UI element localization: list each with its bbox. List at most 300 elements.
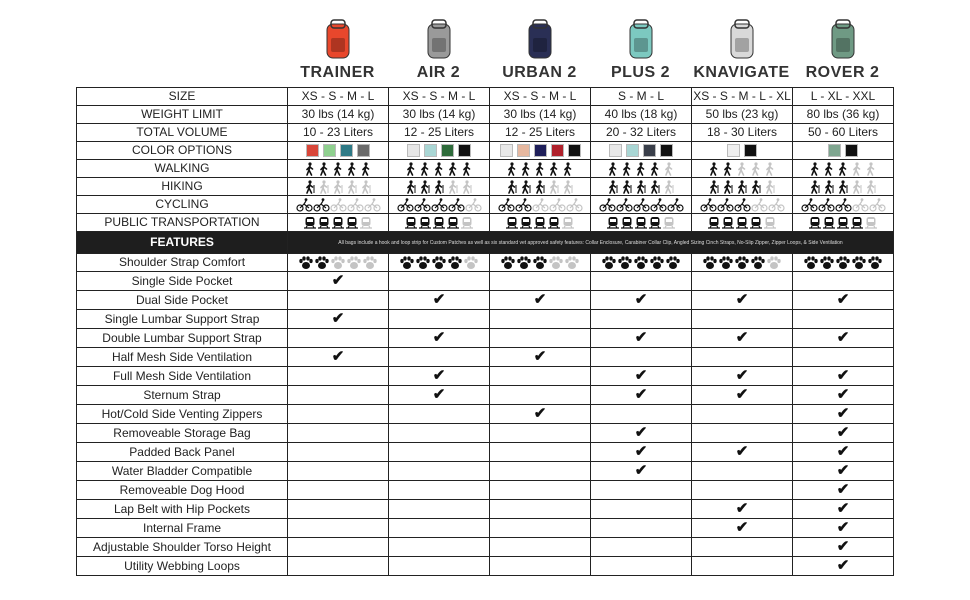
rating-cell	[288, 178, 389, 196]
rating-cell	[389, 214, 490, 232]
backpack-icon	[626, 18, 656, 62]
check-cell	[591, 405, 692, 424]
check-cell	[288, 424, 389, 443]
rating-cell	[389, 254, 490, 272]
paw-icon	[516, 256, 532, 270]
color-swatch	[500, 144, 513, 157]
check-icon: ✔	[634, 462, 648, 479]
paw-icon	[548, 256, 564, 270]
hiker-icon	[850, 180, 864, 194]
walker-icon	[808, 162, 822, 176]
paw-icon	[314, 256, 330, 270]
walker-icon	[547, 162, 561, 176]
walker-icon	[850, 162, 864, 176]
paw-icon	[601, 256, 617, 270]
check-icon: ✔	[634, 367, 648, 384]
check-cell	[490, 310, 591, 329]
row-label: Lap Belt with Hip Pockets	[77, 500, 288, 519]
check-cell	[490, 386, 591, 405]
check-cell	[389, 538, 490, 557]
paw-icon	[633, 256, 649, 270]
hiker-icon	[533, 180, 547, 194]
check-icon: ✔	[735, 443, 749, 460]
color-swatches	[793, 142, 894, 160]
check-cell	[288, 519, 389, 538]
check-icon: ✔	[836, 367, 850, 384]
cyclist-icon	[869, 198, 886, 212]
color-swatch	[323, 144, 336, 157]
check-cell	[490, 405, 591, 424]
spec-value: 80 lbs (36 kg)	[793, 106, 894, 124]
check-cell	[288, 557, 389, 576]
product-name: AIR 2	[416, 64, 461, 81]
train-icon	[648, 216, 662, 230]
check-cell	[389, 500, 490, 519]
check-icon: ✔	[331, 348, 345, 365]
check-icon: ✔	[836, 405, 850, 422]
comfort-row	[77, 254, 894, 272]
check-cell	[692, 310, 793, 329]
train-icon	[505, 216, 519, 230]
check-cell	[692, 500, 793, 519]
hiker-icon	[460, 180, 474, 194]
row-label: Half Mesh Side Ventilation	[77, 348, 288, 367]
check-cell	[288, 348, 389, 367]
check-cell	[692, 329, 793, 348]
train-icon	[460, 216, 474, 230]
feature-row	[77, 538, 894, 557]
cyclist-icon	[532, 198, 549, 212]
walker-icon	[735, 162, 749, 176]
check-cell	[591, 557, 692, 576]
walker-icon	[418, 162, 432, 176]
train-icon	[808, 216, 822, 230]
cyclist-icon	[667, 198, 684, 212]
spec-value: 30 lbs (14 kg)	[490, 106, 591, 124]
check-cell	[692, 272, 793, 291]
row-label: Sternum Strap	[77, 386, 288, 405]
row-label: WALKING	[77, 160, 288, 178]
check-cell	[490, 443, 591, 462]
color-swatch	[643, 144, 656, 157]
check-cell	[389, 405, 490, 424]
hiker-icon	[446, 180, 460, 194]
walker-icon	[864, 162, 878, 176]
paw-icon	[617, 256, 633, 270]
cyclist-icon	[599, 198, 616, 212]
hiker-icon	[432, 180, 446, 194]
rating-cell	[692, 254, 793, 272]
check-cell	[389, 367, 490, 386]
activity-row	[77, 214, 894, 232]
cyclist-icon	[818, 198, 835, 212]
check-icon: ✔	[735, 519, 749, 536]
cyclist-icon	[751, 198, 768, 212]
check-cell	[389, 291, 490, 310]
color-swatch	[441, 144, 454, 157]
cyclist-icon	[414, 198, 431, 212]
row-label: SIZE	[77, 88, 288, 106]
hiker-icon	[606, 180, 620, 194]
check-cell	[490, 348, 591, 367]
row-label: Single Lumbar Support Strap	[77, 310, 288, 329]
check-cell	[793, 424, 894, 443]
check-cell	[692, 424, 793, 443]
check-cell	[288, 500, 389, 519]
rating-cell	[793, 160, 894, 178]
color-options-row	[77, 142, 894, 160]
check-icon: ✔	[836, 500, 850, 517]
feature-row	[77, 500, 894, 519]
rating-cell	[793, 178, 894, 196]
walker-icon	[303, 162, 317, 176]
paw-icon	[819, 256, 835, 270]
check-icon: ✔	[331, 310, 345, 327]
row-label: WEIGHT LIMIT	[77, 106, 288, 124]
check-cell	[490, 481, 591, 500]
hiker-icon	[303, 180, 317, 194]
walker-icon	[763, 162, 777, 176]
check-cell	[793, 329, 894, 348]
train-icon	[850, 216, 864, 230]
train-icon	[432, 216, 446, 230]
walker-icon	[317, 162, 331, 176]
paw-icon	[298, 256, 314, 270]
row-label: Removeable Dog Hood	[77, 481, 288, 500]
train-icon	[345, 216, 359, 230]
check-cell	[793, 367, 894, 386]
check-icon: ✔	[634, 291, 648, 308]
spec-value: L - XL - XXL	[793, 88, 894, 106]
walker-icon	[634, 162, 648, 176]
check-cell	[490, 538, 591, 557]
check-icon: ✔	[432, 386, 446, 403]
check-cell	[591, 500, 692, 519]
cyclist-icon	[801, 198, 818, 212]
feature-row	[77, 367, 894, 386]
spec-value: 50 lbs (23 kg)	[692, 106, 793, 124]
check-cell	[591, 424, 692, 443]
paw-icon	[766, 256, 782, 270]
rating-cell	[591, 214, 692, 232]
rating-cell	[490, 254, 591, 272]
train-icon	[418, 216, 432, 230]
paw-icon	[734, 256, 750, 270]
walker-icon	[446, 162, 460, 176]
rating-cell	[692, 160, 793, 178]
check-cell	[793, 462, 894, 481]
train-icon	[707, 216, 721, 230]
spec-value: XS - S - M - L	[288, 88, 389, 106]
color-swatch	[828, 144, 841, 157]
check-cell	[591, 367, 692, 386]
color-swatch	[551, 144, 564, 157]
check-icon: ✔	[735, 329, 749, 346]
rating-cell	[490, 196, 591, 214]
row-label: Water Bladder Compatible	[77, 462, 288, 481]
row-label: Utility Webbing Loops	[77, 557, 288, 576]
paw-icon	[330, 256, 346, 270]
hiker-icon	[620, 180, 634, 194]
check-cell	[288, 462, 389, 481]
hiker-icon	[345, 180, 359, 194]
check-cell	[793, 557, 894, 576]
hiker-icon	[418, 180, 432, 194]
cyclist-icon	[431, 198, 448, 212]
cyclist-icon	[515, 198, 532, 212]
walker-icon	[707, 162, 721, 176]
check-icon: ✔	[836, 424, 850, 441]
hiker-icon	[561, 180, 575, 194]
check-cell	[793, 538, 894, 557]
rating-cell	[591, 178, 692, 196]
rating-cell	[288, 254, 389, 272]
hiker-icon	[721, 180, 735, 194]
walker-icon	[331, 162, 345, 176]
walker-icon	[648, 162, 662, 176]
backpack-icon	[323, 18, 353, 62]
paw-icon	[431, 256, 447, 270]
cyclist-icon	[700, 198, 717, 212]
check-cell	[793, 310, 894, 329]
check-cell	[591, 481, 692, 500]
feature-row	[77, 329, 894, 348]
spec-value: 18 - 30 Liters	[692, 124, 793, 142]
check-cell	[793, 500, 894, 519]
walker-icon	[533, 162, 547, 176]
activity-row	[77, 196, 894, 214]
check-icon: ✔	[735, 386, 749, 403]
rating-cell	[490, 178, 591, 196]
check-icon: ✔	[634, 329, 648, 346]
cyclist-icon	[734, 198, 751, 212]
color-swatch	[660, 144, 673, 157]
check-cell	[793, 386, 894, 405]
backpack-icon	[525, 18, 555, 62]
check-cell	[692, 557, 793, 576]
cyclist-icon	[465, 198, 482, 212]
check-cell	[389, 519, 490, 538]
walker-icon	[836, 162, 850, 176]
check-cell	[692, 481, 793, 500]
color-swatch	[568, 144, 581, 157]
check-icon: ✔	[432, 367, 446, 384]
rating-cell	[591, 254, 692, 272]
check-cell	[389, 462, 490, 481]
walker-icon	[606, 162, 620, 176]
product-name: TRAINER	[300, 64, 375, 81]
paw-icon	[649, 256, 665, 270]
rating-cell	[692, 214, 793, 232]
spec-value: 30 lbs (14 kg)	[389, 106, 490, 124]
train-icon	[606, 216, 620, 230]
check-cell	[490, 519, 591, 538]
hiker-icon	[735, 180, 749, 194]
backpack-icon	[727, 18, 757, 62]
cyclist-icon	[397, 198, 414, 212]
paw-icon	[463, 256, 479, 270]
color-swatch	[340, 144, 353, 157]
rating-cell	[490, 214, 591, 232]
check-cell	[591, 348, 692, 367]
cyclist-icon	[296, 198, 313, 212]
check-cell	[692, 405, 793, 424]
walker-icon	[662, 162, 676, 176]
check-icon: ✔	[836, 481, 850, 498]
train-icon	[822, 216, 836, 230]
cyclist-icon	[347, 198, 364, 212]
spec-value: XS - S - M - L - XL	[692, 88, 793, 106]
check-cell	[288, 329, 389, 348]
check-cell	[692, 538, 793, 557]
spec-row	[77, 106, 894, 124]
spec-value: 50 - 60 Liters	[793, 124, 894, 142]
check-cell	[288, 405, 389, 424]
product-header	[691, 10, 792, 88]
feature-row	[77, 424, 894, 443]
cyclist-icon	[549, 198, 566, 212]
check-icon: ✔	[836, 538, 850, 555]
paw-icon	[702, 256, 718, 270]
check-icon: ✔	[735, 291, 749, 308]
cyclist-icon	[330, 198, 347, 212]
cyclist-icon	[852, 198, 869, 212]
train-icon	[749, 216, 763, 230]
train-icon	[331, 216, 345, 230]
check-cell	[793, 443, 894, 462]
check-icon: ✔	[634, 386, 648, 403]
row-label: Internal Frame	[77, 519, 288, 538]
row-label: CYCLING	[77, 196, 288, 214]
row-label: Adjustable Shoulder Torso Height	[77, 538, 288, 557]
hiker-icon	[763, 180, 777, 194]
spec-value: 12 - 25 Liters	[490, 124, 591, 142]
check-cell	[490, 367, 591, 386]
paw-icon	[362, 256, 378, 270]
product-header	[792, 10, 893, 88]
spec-value: XS - S - M - L	[490, 88, 591, 106]
product-name: KNAVIGATE	[693, 64, 790, 81]
check-cell	[389, 272, 490, 291]
check-cell	[692, 291, 793, 310]
check-cell	[389, 557, 490, 576]
train-icon	[303, 216, 317, 230]
hiker-icon	[547, 180, 561, 194]
hiker-icon	[707, 180, 721, 194]
row-label: Removeable Storage Bag	[77, 424, 288, 443]
color-swatch	[626, 144, 639, 157]
check-icon: ✔	[836, 462, 850, 479]
spec-value: 10 - 23 Liters	[288, 124, 389, 142]
walker-icon	[822, 162, 836, 176]
train-icon	[359, 216, 373, 230]
train-icon	[519, 216, 533, 230]
color-swatch	[424, 144, 437, 157]
feature-row	[77, 386, 894, 405]
hiker-icon	[331, 180, 345, 194]
walker-icon	[345, 162, 359, 176]
check-cell	[793, 481, 894, 500]
activity-row	[77, 160, 894, 178]
check-cell	[591, 329, 692, 348]
walker-icon	[519, 162, 533, 176]
train-icon	[763, 216, 777, 230]
check-icon: ✔	[836, 443, 850, 460]
check-icon: ✔	[331, 272, 345, 289]
product-name: ROVER 2	[805, 64, 880, 81]
color-swatch	[534, 144, 547, 157]
paw-icon	[835, 256, 851, 270]
check-cell	[288, 538, 389, 557]
check-cell	[490, 424, 591, 443]
row-label: COLOR OPTIONS	[77, 142, 288, 160]
train-icon	[404, 216, 418, 230]
check-cell	[793, 291, 894, 310]
check-cell	[692, 348, 793, 367]
train-icon	[446, 216, 460, 230]
check-cell	[490, 462, 591, 481]
row-label: TOTAL VOLUME	[77, 124, 288, 142]
check-cell	[692, 367, 793, 386]
train-icon	[721, 216, 735, 230]
train-icon	[662, 216, 676, 230]
cyclist-icon	[498, 198, 515, 212]
cyclist-icon	[313, 198, 330, 212]
color-swatch	[845, 144, 858, 157]
hiker-icon	[505, 180, 519, 194]
check-cell	[591, 272, 692, 291]
paw-icon	[532, 256, 548, 270]
backpack-icon	[424, 18, 454, 62]
spec-value: XS - S - M - L	[389, 88, 490, 106]
feature-row	[77, 481, 894, 500]
train-icon	[533, 216, 547, 230]
check-cell	[793, 519, 894, 538]
spec-value: 20 - 32 Liters	[591, 124, 692, 142]
cyclist-icon	[633, 198, 650, 212]
walker-icon	[620, 162, 634, 176]
product-header-row	[287, 10, 893, 88]
train-icon	[561, 216, 575, 230]
color-swatches	[591, 142, 692, 160]
rating-cell	[793, 214, 894, 232]
features-header-row	[77, 232, 894, 254]
feature-row	[77, 310, 894, 329]
check-cell	[389, 386, 490, 405]
check-cell	[389, 481, 490, 500]
paw-icon	[399, 256, 415, 270]
check-cell	[490, 329, 591, 348]
check-cell	[490, 291, 591, 310]
spec-row	[77, 124, 894, 142]
train-icon	[864, 216, 878, 230]
cyclist-icon	[650, 198, 667, 212]
row-label: HIKING	[77, 178, 288, 196]
color-swatches	[490, 142, 591, 160]
cyclist-icon	[835, 198, 852, 212]
paw-icon	[750, 256, 766, 270]
row-label: Single Side Pocket	[77, 272, 288, 291]
feature-row	[77, 348, 894, 367]
train-icon	[836, 216, 850, 230]
rating-cell	[591, 196, 692, 214]
check-icon: ✔	[432, 329, 446, 346]
rating-cell	[288, 196, 389, 214]
train-icon	[735, 216, 749, 230]
spec-row	[77, 88, 894, 106]
feature-row	[77, 462, 894, 481]
check-cell	[793, 348, 894, 367]
